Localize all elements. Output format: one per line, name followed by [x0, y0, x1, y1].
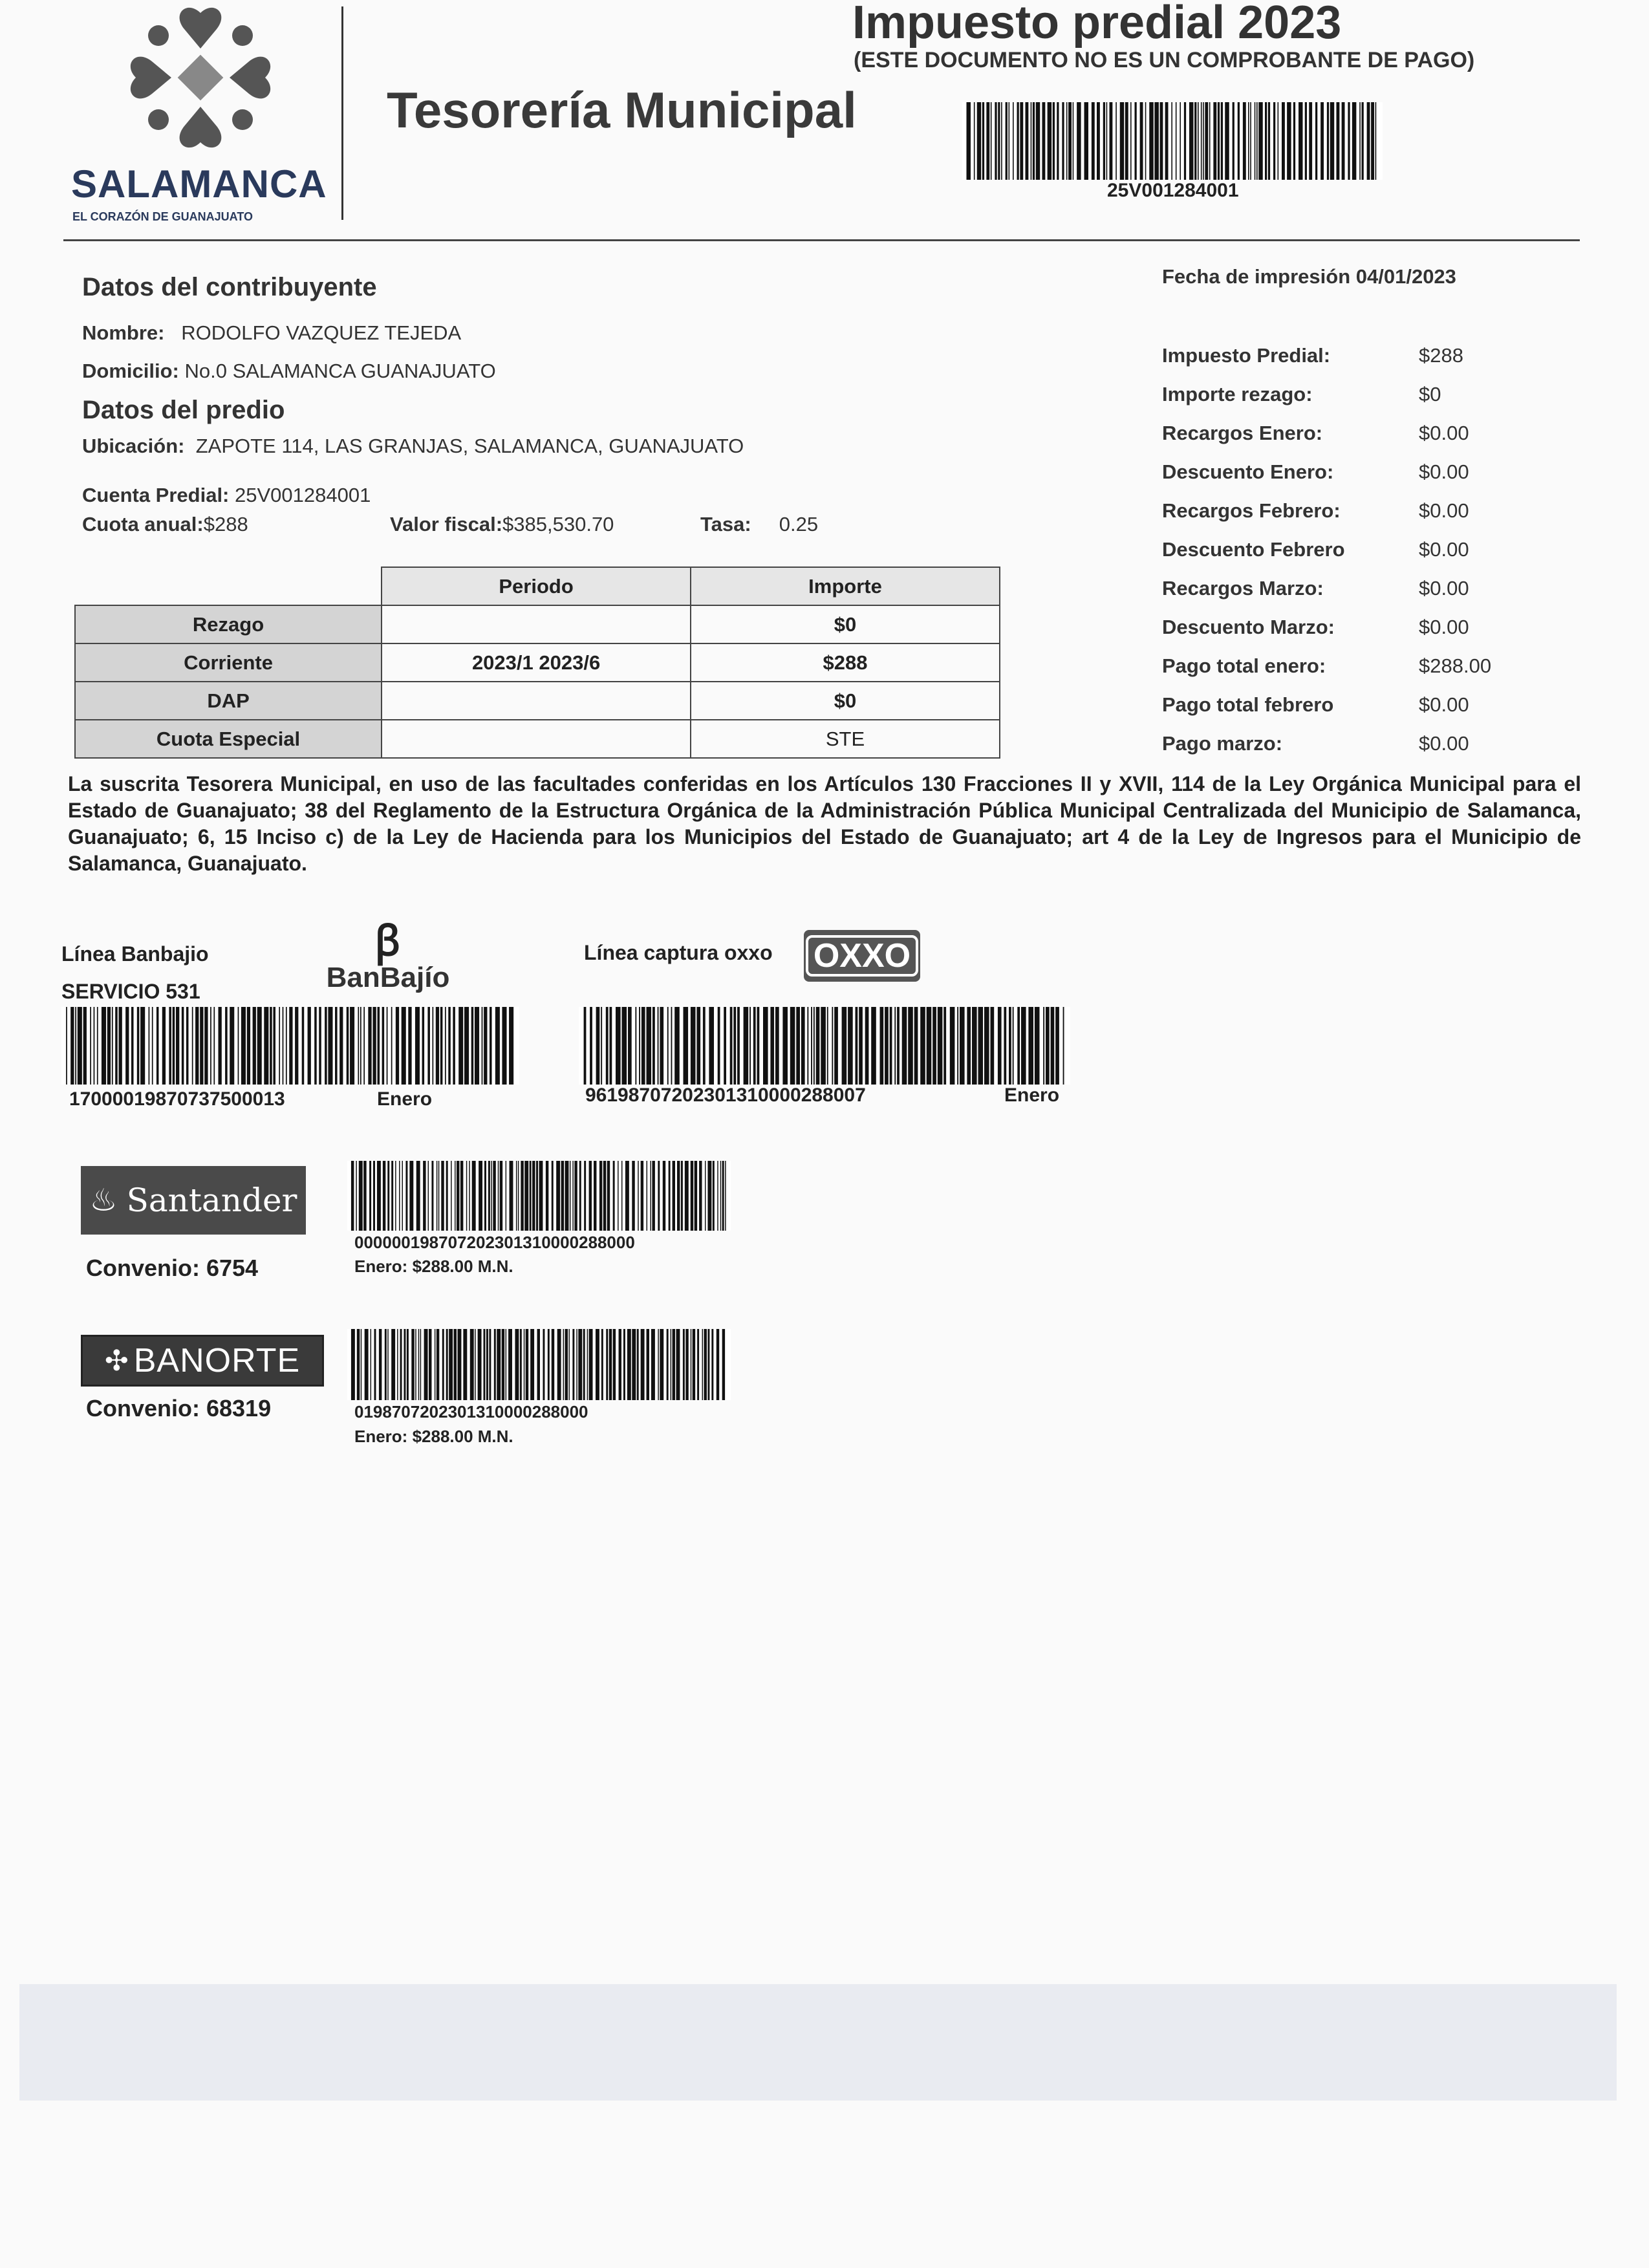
amount-label: Recargos Enero: [1162, 422, 1323, 444]
table-row [75, 643, 1000, 682]
banbajio-service: SERVICIO 531 [61, 980, 200, 1003]
banbajio-barcode-number: 17000019870737500013 [69, 1088, 285, 1110]
amount-label: Descuento Febrero [1162, 538, 1345, 561]
row-label: Corriente [75, 643, 382, 682]
row-period [382, 720, 691, 758]
header-rule [63, 239, 1580, 241]
amount-value: $0.00 [1419, 577, 1469, 599]
amount-row [1162, 422, 1524, 460]
banorte-barcode [347, 1329, 731, 1400]
amount-label: Pago marzo: [1162, 732, 1283, 755]
table-row [75, 682, 1000, 720]
row-amount: STE [691, 720, 1000, 758]
oxxo-barcode [579, 1007, 1070, 1085]
banbajio-label: Línea Banbajio [61, 942, 209, 966]
name-value: RODOLFO VAZQUEZ TEJEDA [181, 321, 462, 344]
oxxo-label: Línea captura oxxo [584, 941, 773, 964]
taxpayer-address-row [82, 360, 496, 383]
amount-row [1162, 383, 1524, 422]
amounts-list [1162, 344, 1524, 771]
amount-label: Pago total enero: [1162, 654, 1326, 677]
banbajio-logo [314, 917, 462, 994]
banorte-logo [81, 1335, 324, 1387]
amount-row [1162, 732, 1524, 771]
row-amount: $0 [691, 682, 1000, 720]
account-value: 25V001284001 [235, 484, 371, 506]
amount-label: Pago total febrero [1162, 693, 1334, 716]
amount-label: Importe rezago: [1162, 383, 1313, 405]
santander-logo-text: Santander [126, 1182, 297, 1219]
banbajio-barcode [61, 1007, 519, 1085]
annual-fee-label: Cuota anual: [82, 513, 204, 535]
legal-text: La suscrita Tesorera Municipal, en uso de las facultades conferidas en los Artículos 130 Fracciones II y XVII, 114 de la Ley Orgánica Municipal para el Estado de Guanajuato; 38 del Reglamento de la Estructura Orgánica de la Administración Pública Municipal Centralizada del Municipio de Salamanca, Guanajuato; 6, 15 Inciso c) de la Ley de Hacienda para los Municipios del Estado de Guanajuato; art 4 de la Ley de Ingresos para el Municipio de Salamanca, Guanajuato. [68, 772, 1581, 875]
santander-flame-icon: ♨ [89, 1183, 118, 1218]
santander-agreement: Convenio: 6754 [86, 1255, 259, 1281]
location-label: Ubicación: [82, 435, 185, 457]
banbajio-logo-icon: ꞵ [374, 917, 402, 966]
rate-value: 0.25 [779, 513, 819, 535]
address-label: Domicilio: [82, 360, 179, 382]
print-date-label: Fecha de impresión [1162, 265, 1351, 288]
brand-tagline: EL CORAZÓN DE GUANAJUATO [72, 210, 253, 223]
banorte-barcode-number: 019870720230131000028800​0 [354, 1402, 588, 1421]
salamanca-logo-icon [123, 0, 278, 155]
fiscal-value-value: $385,530.70 [502, 513, 614, 535]
amount-value: $288.00 [1419, 654, 1492, 677]
summary-table [74, 567, 1000, 759]
amount-value: $0.00 [1419, 499, 1469, 522]
amount-value: $0.00 [1419, 732, 1469, 755]
property-rate [700, 513, 818, 536]
amount-row [1162, 538, 1524, 577]
amount-row [1162, 616, 1524, 654]
santander-barcode-number: 00000019870720230131000028800​0 [354, 1233, 635, 1252]
row-period [382, 605, 691, 643]
back-side-bleed-band [19, 1984, 1617, 2101]
summary-header-blank [75, 567, 382, 605]
amount-label: Recargos Febrero: [1162, 499, 1341, 522]
banorte-agreement: Convenio: 68319 [86, 1395, 272, 1421]
summary-col-period: Periodo [382, 567, 691, 605]
rate-label: Tasa: [700, 513, 751, 535]
document-title: Impuesto predial 2023 [852, 0, 1342, 49]
summary-header-row [75, 567, 1000, 605]
address-value: No.0 SALAMANCA GUANAJUATO [184, 360, 496, 382]
banorte-amount: Enero: $288.00 M.N. [354, 1427, 513, 1446]
name-label: Nombre: [82, 321, 165, 344]
amount-row [1162, 344, 1524, 383]
document-subtitle: (ESTE DOCUMENTO NO ES UN COMPROBANTE DE PAGO) [854, 48, 1475, 72]
taxpayer-heading: Datos del contribuyente [82, 273, 377, 301]
oxxo-barcode-number: 961987072023013100002880​07 [585, 1085, 866, 1106]
amount-label: Recargos Marzo: [1162, 577, 1324, 599]
property-annual-fee [82, 513, 248, 536]
taxpayer-name-row [82, 321, 461, 345]
row-label: DAP [75, 682, 382, 720]
amount-value: $0.00 [1419, 460, 1469, 483]
table-row [75, 605, 1000, 643]
property-heading: Datos del predio [82, 396, 285, 424]
santander-barcode [347, 1161, 731, 1231]
santander-logo [81, 1166, 306, 1235]
header-barcode [962, 102, 1383, 180]
amount-label: Descuento Marzo: [1162, 616, 1335, 638]
account-label: Cuenta Predial: [82, 484, 230, 506]
row-period [382, 682, 691, 720]
oxxo-logo [804, 930, 920, 982]
row-label: Rezago [75, 605, 382, 643]
property-account-row [82, 484, 371, 507]
location-value: ZAPOTE 114, LAS GRANJAS, SALAMANCA, GUANAJUATO [195, 435, 744, 457]
banorte-logo-text: BANORTE [133, 1342, 301, 1379]
row-label: Cuota Especial [75, 720, 382, 758]
property-location-row [82, 435, 744, 458]
amount-row [1162, 499, 1524, 538]
row-period: 2023/1 2023/6 [382, 643, 691, 682]
santander-amount: Enero: $288.00 M.N. [354, 1257, 513, 1276]
amount-label: Descuento Enero: [1162, 460, 1334, 483]
amount-label: Impuesto Predial: [1162, 344, 1331, 367]
print-date-value: 04/01/2023 [1355, 265, 1456, 288]
amount-row [1162, 460, 1524, 499]
oxxo-logo-text: OXXO [806, 935, 918, 977]
amount-row [1162, 577, 1524, 616]
table-row [75, 720, 1000, 758]
amount-row [1162, 654, 1524, 693]
amount-value: $0.00 [1419, 616, 1469, 638]
amount-value: $0.00 [1419, 422, 1469, 444]
row-amount: $288 [691, 643, 1000, 682]
brand-name: SALAMANCA [71, 162, 327, 206]
fiscal-value-label: Valor fiscal: [390, 513, 503, 535]
summary-col-amount: Importe [691, 567, 1000, 605]
banbajio-month: Enero [377, 1088, 433, 1110]
oxxo-month: Enero [1004, 1085, 1060, 1106]
property-fiscal-value [390, 513, 614, 536]
amount-value: $0 [1419, 383, 1441, 405]
annual-fee-value: $288 [203, 513, 248, 535]
banorte-mark-icon: ✣ [104, 1345, 129, 1377]
amount-value: $288 [1419, 344, 1463, 367]
banbajio-logo-text: BanBajío [326, 962, 450, 993]
row-amount: $0 [691, 605, 1000, 643]
office-title: Tesorería Municipal [387, 81, 857, 138]
amount-value: $0.00 [1419, 538, 1469, 561]
header-divider [341, 6, 343, 220]
header-barcode-number: 25V001284001 [1107, 180, 1239, 201]
amount-row [1162, 693, 1524, 732]
amount-value: $0.00 [1419, 693, 1469, 716]
print-date [1162, 265, 1456, 288]
